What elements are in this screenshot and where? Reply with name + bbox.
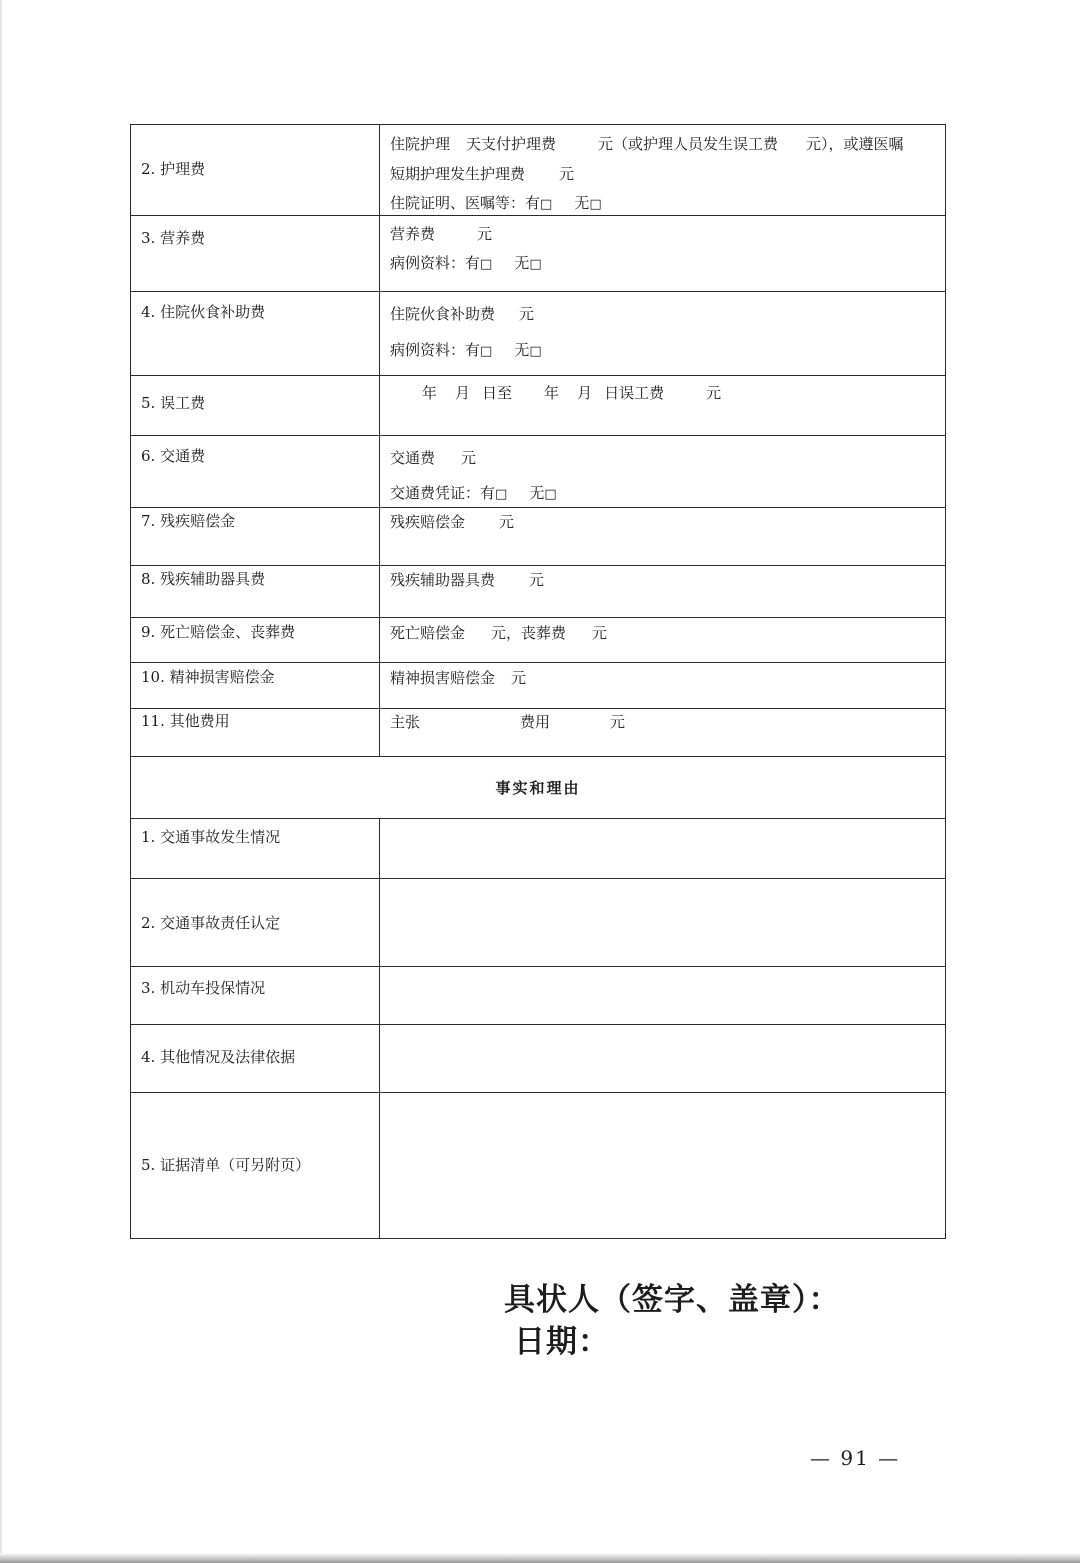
- text-fragment: 年: [544, 384, 560, 402]
- text-fragment: 元（或护理人员发生误工费: [598, 135, 779, 153]
- facts-section-header: [131, 757, 946, 819]
- row-label-cell: [131, 508, 380, 566]
- row-content-cell: [380, 436, 946, 508]
- row-content-cell: [380, 566, 946, 618]
- row-label: 8. 残疾辅助器具费: [141, 570, 266, 588]
- row-label-cell: [131, 663, 380, 709]
- text-fragment: 元: [529, 571, 545, 589]
- row-label: 7. 残疾赔偿金: [141, 512, 236, 530]
- page-edge-left: [0, 0, 3, 1563]
- row-label: 9. 死亡赔偿金、丧葬费: [141, 623, 296, 641]
- content-line: [422, 383, 935, 403]
- text-fragment: 年: [422, 384, 438, 402]
- text-fragment: 天支付护理费: [466, 135, 557, 153]
- content-line: [390, 712, 935, 732]
- content-line: [390, 193, 935, 215]
- row-label: 2. 交通事故责任认定: [141, 914, 281, 932]
- row-death-compensation: [131, 618, 946, 663]
- content-line: [390, 448, 935, 483]
- row-label-cell: [131, 436, 380, 508]
- page-edge-bottom: [0, 1553, 1080, 1563]
- text-fragment: 住院护理: [390, 135, 451, 153]
- text-fragment: 元: [706, 384, 722, 402]
- text-fragment: 短期护理发生护理费: [390, 165, 526, 183]
- row-label-cell: [131, 216, 380, 292]
- text-fragment: 交通费凭证：有: [390, 484, 496, 502]
- text-fragment: 元: [461, 449, 477, 467]
- section-title: 事实和理由: [131, 757, 946, 819]
- row-label: 4. 住院伙食补助费: [141, 303, 266, 321]
- row-content-cell: [380, 618, 946, 663]
- row-label-cell: [131, 376, 380, 436]
- content-line: [390, 304, 935, 340]
- row-accident-circumstances: [131, 819, 946, 879]
- text-fragment: 元: [519, 305, 535, 323]
- row-content-cell: [380, 663, 946, 709]
- signer-label: 具状人（签字、盖章）：: [504, 1282, 841, 1318]
- row-label-cell: [131, 1093, 380, 1239]
- content-line: [390, 623, 935, 643]
- row-label: 2. 护理费: [141, 160, 206, 178]
- row-label: 3. 营养费: [141, 229, 206, 247]
- text-fragment: 住院证明、医嘱等：有: [390, 194, 541, 212]
- row-nutrition-fee: [131, 216, 946, 292]
- row-input-area[interactable]: [380, 1093, 946, 1239]
- text-fragment: 残疾辅助器具费: [390, 571, 496, 589]
- complaint-form-table: [130, 124, 946, 1239]
- text-fragment: 残疾赔偿金: [390, 513, 466, 531]
- row-other-legal-basis: [131, 1025, 946, 1093]
- content-line: [390, 134, 935, 164]
- row-label: 6. 交通费: [141, 447, 206, 465]
- text-fragment: 元: [559, 165, 575, 183]
- row-label: 10. 精神损害赔偿金: [141, 668, 275, 686]
- row-other-fees: [131, 709, 946, 757]
- text-fragment: 元: [610, 713, 626, 731]
- row-insurance-status: [131, 967, 946, 1025]
- row-label-cell: [131, 292, 380, 376]
- content-line: [390, 164, 935, 193]
- row-label-cell: [131, 709, 380, 757]
- row-label-cell: [131, 566, 380, 618]
- row-content-cell: [380, 216, 946, 292]
- content-line: [390, 253, 935, 275]
- text-fragment: 营养费: [390, 225, 436, 243]
- row-content-cell: [380, 292, 946, 376]
- row-input-area[interactable]: [380, 1025, 946, 1093]
- text-fragment: 无: [529, 484, 545, 502]
- text-fragment: 元: [511, 669, 527, 687]
- text-fragment: 精神损害赔偿金: [390, 669, 496, 687]
- text-fragment: 元: [499, 513, 515, 531]
- row-label-cell: [131, 879, 380, 967]
- text-fragment: 病例资料：有: [390, 341, 481, 359]
- text-fragment: 主张: [390, 713, 421, 731]
- text-fragment: 病例资料：有: [390, 254, 481, 272]
- text-fragment: 月: [577, 384, 593, 402]
- row-transport-fee: [131, 436, 946, 508]
- checkbox-no[interactable]: □: [529, 257, 542, 272]
- text-fragment: 费用: [520, 713, 551, 731]
- content-line: [390, 340, 935, 362]
- row-content-cell: [380, 709, 946, 757]
- row-label: 3. 机动车投保情况: [141, 979, 266, 997]
- row-label: 5. 证据清单（可另附页）: [141, 1156, 311, 1174]
- row-content-cell: [380, 508, 946, 566]
- text-fragment: 住院伙食补助费: [390, 305, 496, 323]
- row-label: 1. 交通事故发生情况: [141, 828, 281, 846]
- text-fragment: 元，丧葬费: [491, 624, 567, 642]
- row-label: 5. 误工费: [141, 394, 206, 412]
- row-disability-compensation: [131, 508, 946, 566]
- row-disability-aids: [131, 566, 946, 618]
- row-input-area[interactable]: [380, 879, 946, 967]
- page-number: — 91 —: [810, 1446, 901, 1470]
- text-fragment: 日误工费: [604, 384, 665, 402]
- content-line: [390, 512, 935, 532]
- text-fragment: 死亡赔偿金: [390, 624, 466, 642]
- row-mental-damage: [131, 663, 946, 709]
- row-label-cell: [131, 618, 380, 663]
- row-label-cell: [131, 125, 380, 216]
- row-input-area[interactable]: [380, 819, 946, 879]
- text-fragment: 无: [514, 254, 530, 272]
- row-label-cell: [131, 967, 380, 1025]
- text-fragment: 日至: [482, 384, 513, 402]
- row-meal-subsidy: [131, 292, 946, 376]
- checkbox-no[interactable]: □: [544, 487, 557, 502]
- row-label: 11. 其他费用: [141, 712, 230, 730]
- text-fragment: 元: [592, 624, 608, 642]
- row-lost-wages: [131, 376, 946, 436]
- text-fragment: 无: [574, 194, 590, 212]
- text-fragment: 元），或遵医嘱: [806, 135, 904, 153]
- row-label: 4. 其他情况及法律依据: [141, 1048, 296, 1066]
- text-fragment: 月: [455, 384, 471, 402]
- checkbox-no[interactable]: □: [529, 344, 542, 359]
- content-line: [390, 224, 935, 253]
- row-label-cell: [131, 819, 380, 879]
- text-fragment: 元: [477, 225, 493, 243]
- checkbox-yes[interactable]: □: [540, 197, 553, 212]
- content-line: [390, 668, 935, 688]
- text-fragment: 无: [514, 341, 530, 359]
- signature-block: [504, 1280, 841, 1362]
- checkbox-yes[interactable]: □: [495, 487, 508, 502]
- checkbox-yes[interactable]: □: [480, 257, 493, 272]
- row-content-cell: [380, 376, 946, 436]
- row-nursing-fee: [131, 125, 946, 216]
- checkbox-no[interactable]: □: [589, 197, 602, 212]
- row-label-cell: [131, 1025, 380, 1093]
- date-label: 日期：: [514, 1324, 610, 1360]
- row-input-area[interactable]: [380, 967, 946, 1025]
- row-liability-determination: [131, 879, 946, 967]
- content-line: [390, 570, 935, 590]
- text-fragment: 交通费: [390, 449, 436, 467]
- checkbox-yes[interactable]: □: [480, 344, 493, 359]
- content-line: [390, 483, 935, 505]
- row-content-cell: [380, 125, 946, 216]
- row-evidence-list: [131, 1093, 946, 1239]
